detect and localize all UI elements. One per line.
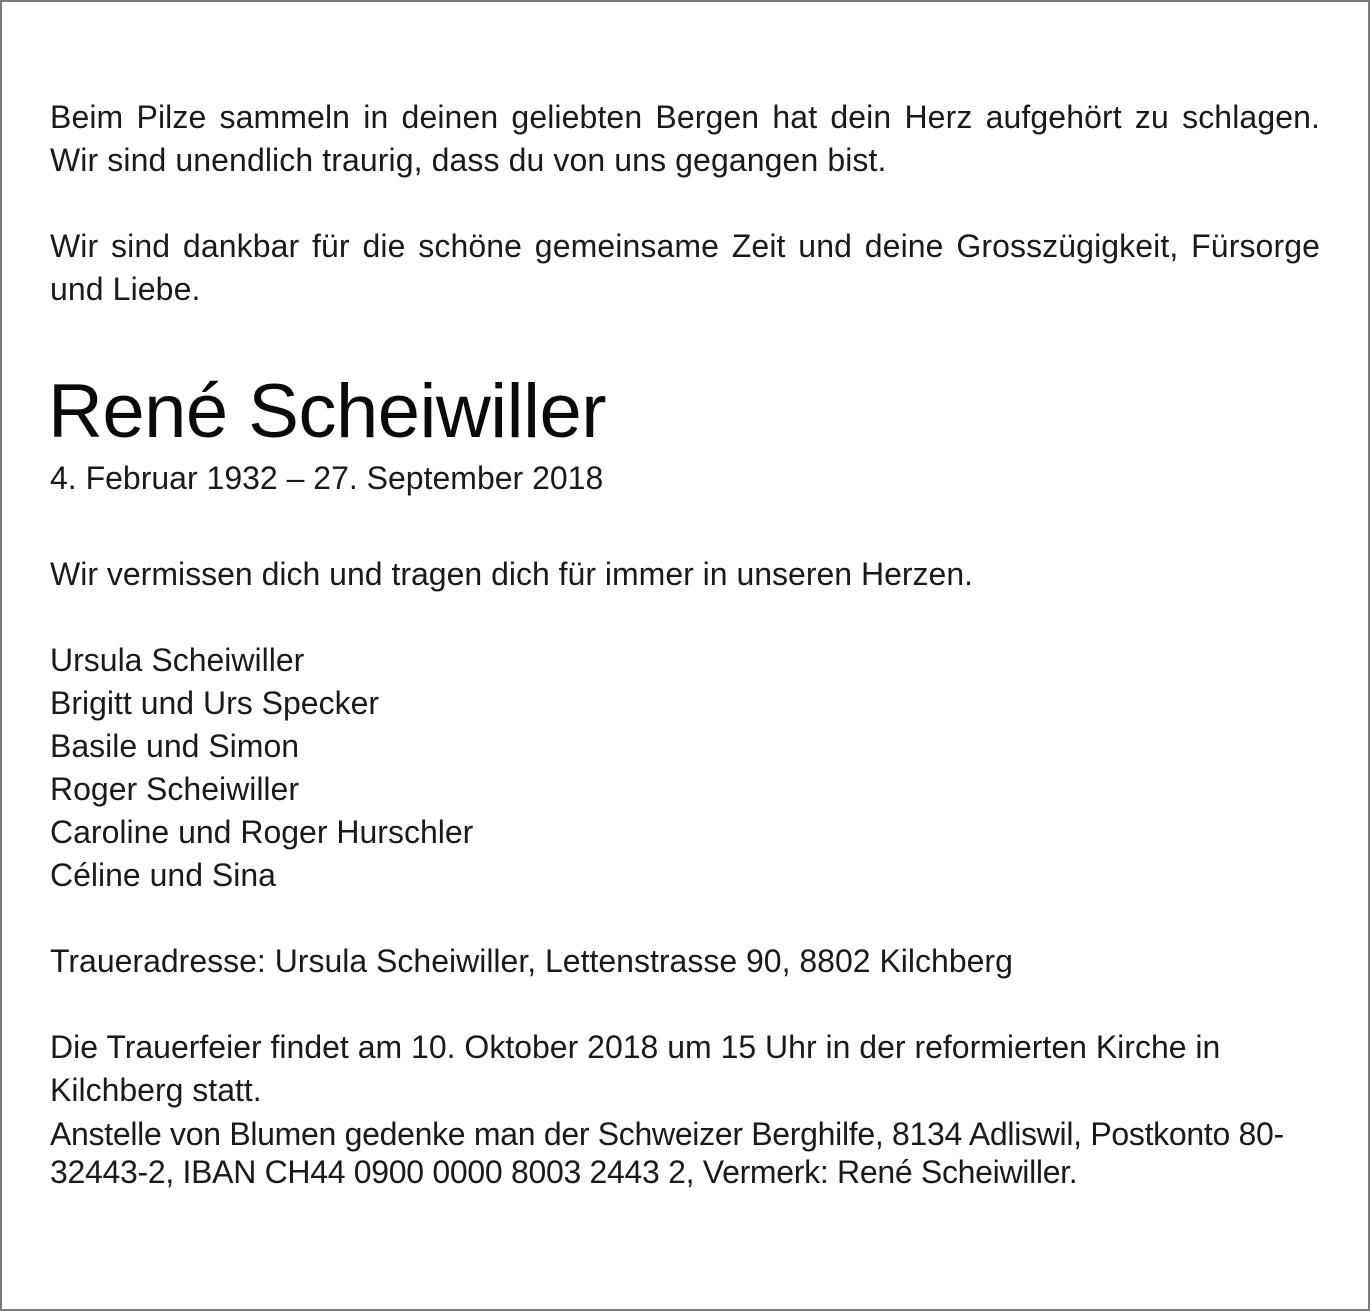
- life-dates: 4. Februar 1932 – 27. September 2018: [50, 460, 604, 496]
- mourner-item: Ursula Scheiwiller: [50, 642, 305, 678]
- mourner-item: Basile und Simon: [50, 728, 300, 764]
- ceremony-info: Die Trauerfeier findet am 10. Oktober 2018 um 15 Uhr in der reformierten Kirche in Kilchberg statt.: [50, 1029, 1221, 1108]
- mourner-item: Céline und Sina: [50, 857, 276, 893]
- donation-info: Anstelle von Blumen gedenke man der Schweizer Berghilfe, 8134 Adliswil, Postkonto 80-32443-2, IBAN CH44 0900 0000 8003 2443 2, Vermerk: René Scheiwiller.: [50, 1116, 1284, 1190]
- deceased-name: René Scheiwiller: [48, 369, 607, 454]
- obituary-notice: [50, 96, 1320, 1191]
- mourner-item: Brigitt und Urs Specker: [50, 685, 380, 721]
- mourner-item: Roger Scheiwiller: [50, 771, 299, 807]
- mourner-item: Caroline und Roger Hurschler: [50, 814, 474, 850]
- intro-paragraph-2: Wir sind dankbar für die schöne gemeinsame Zeit und deine Grosszügigkeit, Fürsorge und Liebe.: [50, 228, 1320, 307]
- mourning-address: Traueradresse: Ursula Scheiwiller, Lettenstrasse 90, 8802 Kilchberg: [50, 943, 1013, 979]
- mourners-list: [50, 639, 1320, 897]
- farewell-line: Wir vermissen dich und tragen dich für immer in unseren Herzen.: [50, 556, 974, 592]
- intro-paragraph-1: Beim Pilze sammeln in deinen geliebten Bergen hat dein Herz aufgehört zu schlagen. Wir sind unendlich traurig, dass du von uns gegangen bist.: [50, 99, 1320, 178]
